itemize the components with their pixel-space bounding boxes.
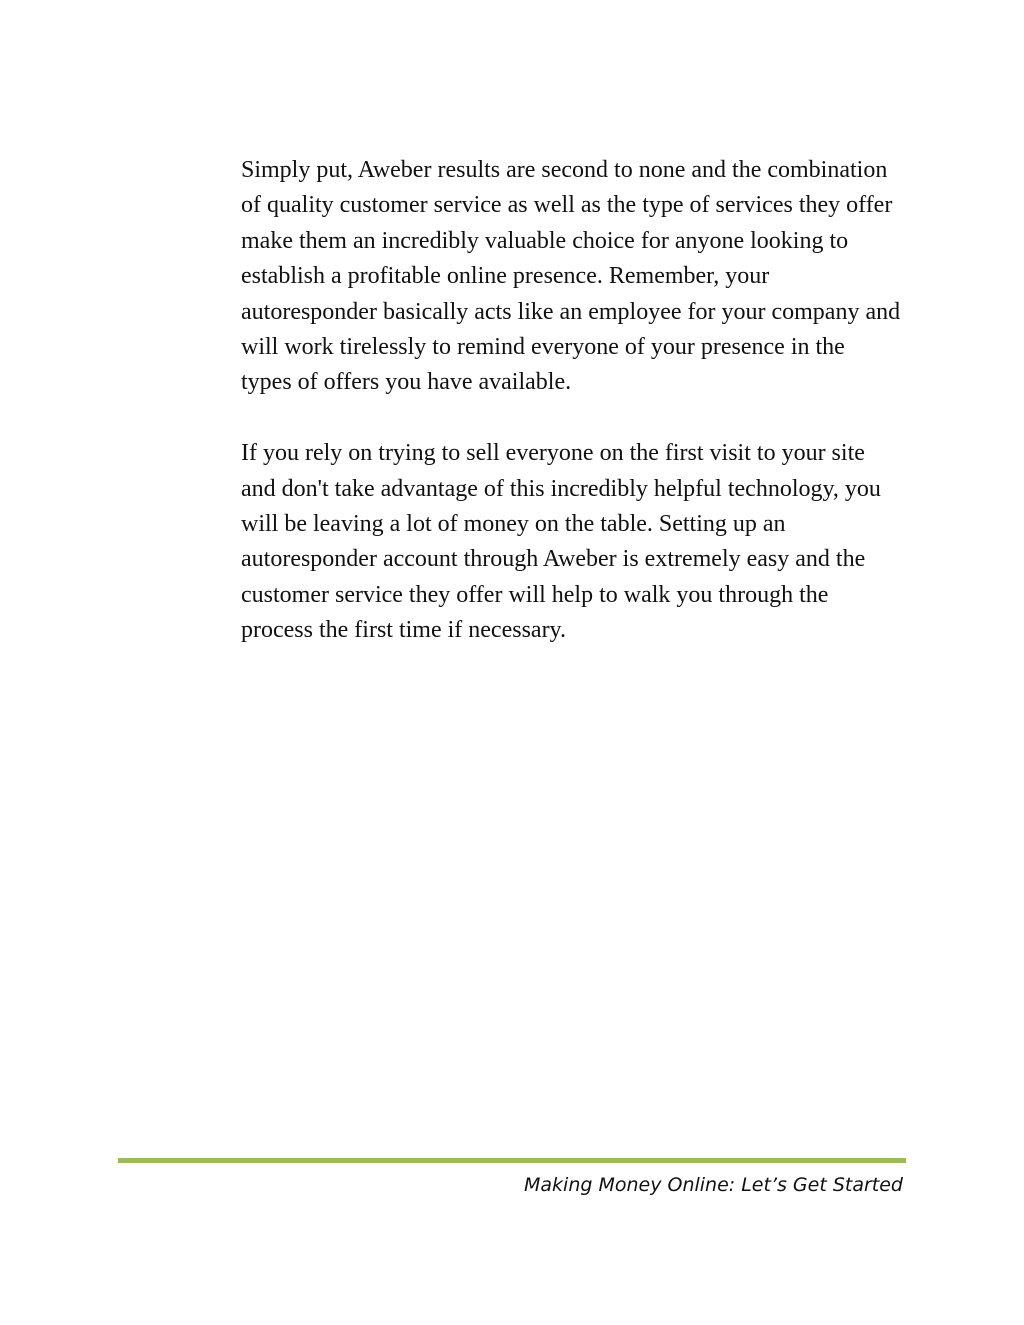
paragraph-1: Simply put, Aweber results are second to none and the combination of quality customer service as well as the type of services they offer make them an incredibly valuable choice for anyone looking to establish a profitable online presence. Remember, your autoresponder basically acts like an employee for your company and will work tirelessly to remind everyone of your presence in the types of offers you have available. — [241, 157, 901, 396]
paragraph-2: If you rely on trying to sell everyone on the first visit to your site and don't take advantage of this incredibly helpful technology, you will be leaving a lot of money on the table. Setting up an autoresponder account through Aweber is extremely easy and the customer service they offer will help to walk you through the process the first time if necessary. — [241, 440, 881, 644]
footer-divider — [118, 1158, 906, 1163]
body-text — [241, 153, 901, 684]
footer-title: Making Money Online: Let’s Get Started — [524, 1174, 903, 1196]
